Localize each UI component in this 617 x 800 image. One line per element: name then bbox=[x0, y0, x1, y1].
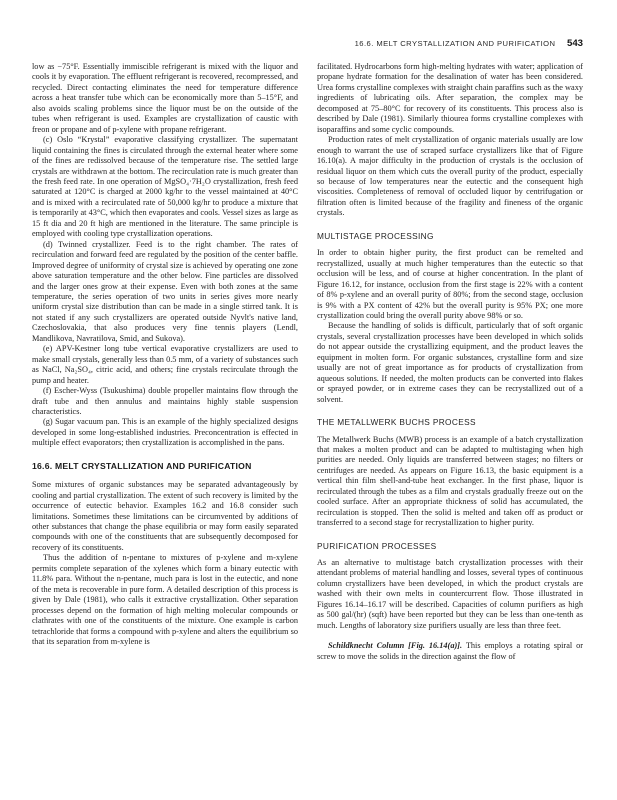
body-paragraph: Some mixtures of organic substances may be separated advantageously by cooling and partial crystallization. The extent of such recovery is limited by the occurrence of eutectic behavior. Examples 16.2 and 16.8 consider such limitations. Sometimes these limitations can be circumvented by additions of other substances that change the phase equilibria or may form easily separated compounds with one of the constituents that are subsequently decomposed for recovery of its constituents. bbox=[32, 480, 298, 552]
body-paragraph: Production rates of melt crystallization of organic materials usually are low enough to warrant the use of scraped surface crystallizers like that of Figure 16.10(a). A major difficulty in the production of crystals is the occlusion of residual liquor on them which cuts the overall purity of the product, especially so because of low temperatures near the eutectic and the consequent high viscosities. Completeness of removal of occluded liquor by centrifugation or filtration often is limited because of the fragility and fineness of the organic crystals. bbox=[317, 135, 583, 218]
schildknecht-text: This employs a rotating spiral or screw to move the solids in the direction against the flow of bbox=[317, 641, 583, 661]
body-paragraph: (c) Oslo “Krystal” evaporative classifying crystallizer. The supernatant liquid containing the fines is circulated through the external heater where some of the fines are redissolved because of the temperature rise. The settled large crystals are withdrawn at the bottom. The recirculation rate is much greater than the fresh feed rate. In one operation of MgSO₄·7H₂O crystallization, fresh feed saturated at 120°C is charged at 2000 kg/hr to the vessel maintained at 40°C and is mixed with a recirculated rate of 50,000 kg/hr to produce a mixture that is temporarily at 43°C, which then evaporates and cools. Vessel sizes as large as 15 ft dia and 20 ft high are mentioned in the literature. The same principle is employed with cooling type crystallization operations. bbox=[32, 135, 298, 239]
body-paragraph: (e) APV-Kestner long tube vertical evaporative crystallizers are used to make small crystals, generally less than 0.5 mm, of a variety of substances such as NaCl, Na₂SO₄, citric acid, and others; fine crystals recirculate through the pump and heater. bbox=[32, 344, 298, 385]
schildknecht-lead: Schildknecht Column [Fig. 16.14(a)]. bbox=[328, 641, 463, 651]
section-heading: 16.6. MELT CRYSTALLIZATION AND PURIFICATION bbox=[32, 460, 252, 471]
body-paragraph: low as −75°F. Essentially immiscible refrigerant is mixed with the liquor and cools it by evaporation. The effluent refrigerant is recovered, recompressed, and recycled. Direct contacting eliminates the need for temperature difference across a heat transfer tube which can be economically more than 5–15°F, and also avoids scaling problems since the liquor must be on the outside of the tubes when refrigerant is used. Examples are crystallization of caustic with freon or propane and of p-xylene with propane refrigerant. bbox=[32, 62, 298, 134]
right-column bbox=[317, 62, 583, 662]
subsection-heading-purification: PURIFICATION PROCESSES bbox=[317, 540, 437, 551]
body-paragraph: As an alternative to multistage batch crystallization processes with their attendant problems of material handling and losses, several types of continuous column crystallizers have been developed, in which the product crystals are washed with their own melts in countercurrent flow. Those illustrated in Figures 16.14–16.17 will be described. Capacities of column purifiers as high as 500 gal/(hr) (sqft) have been reported but they can be less than one-tenth as much. Lengths of laboratory size purifiers usually are less than three feet. bbox=[317, 558, 583, 630]
body-paragraph: (f) Escher-Wyss (Tsukushima) double propeller maintains flow through the draft tube and then annulus and maintains highly stable suspension characteristics. bbox=[32, 386, 298, 416]
subsection-heading-metallwerk: THE METALLWERK BUCHS PROCESS bbox=[317, 417, 476, 428]
body-paragraph: (d) Twinned crystallizer. Feed is to the right chamber. The rates of recirculation and forward feed are regulated by the position of the center baffle. Improved degree of uniformity of crystal size is achieved by operating one zone above saturation temperature and the other below. Fine particles are dissolved and the larger ones grow at their expense. Even with both zones at the same temperature, the series operation of two units in series gives more nearly uniform crystal size distribution than can be made in a single stirred tank. It is not stated if any such crystallizers are operated outside Nyvlt's native land, Czechoslovakia, that also produces very fine tennis players (Lendl, Mandlikova, Navratilova, Smid, and Sukova). bbox=[32, 239, 298, 343]
running-head: 16.6. MELT CRYSTALLIZATION AND PURIFICATION bbox=[354, 39, 556, 48]
schildknecht-paragraph bbox=[317, 641, 583, 662]
left-column bbox=[32, 62, 298, 662]
body-paragraph: (g) Sugar vacuum pan. This is an example of the highly specialized designs developed in some long-established industries. Preconcentration is effected in multiple effect evaporators; then crystallization is accomplished in the pans. bbox=[32, 417, 298, 448]
page-header bbox=[0, 38, 617, 49]
body-paragraph: Thus the addition of n-pentane to mixtures of p-xylene and m-xylene permits complete separation of the xylenes which form a binary eutectic with 11.8% para. Without the n-pentane, much para is lost in the eutectic, and none of the meta is recoverable in pure form. A detailed description of this process is given by Dale (1981), who calls it extractive crystallization. Other separation processes depend on the formation of high melting molecular compounds or clathrates with one of the constituents of the mixture. One example is carbon tetrachloride that forms a compound with p-xylene and alters the equilibrium so that its separation from m-xylene is bbox=[32, 553, 298, 647]
body-paragraph: In order to obtain higher purity, the first product can be remelted and recrystallized, usually at much higher temperatures than the eutectic so that occlusion will be less, and of course at higher concentration. In the plant of Figure 16.12, for instance, occlusion from the first stage is 22% with a content of 8% p-xylene and an overall purity of 80%; from the second stage, occlusion is 9% with a PX content of 42% but the overall purity is 95% PX; one more crystallization could bring the overall purity above 98% or so. bbox=[317, 248, 583, 320]
body-paragraph: Because the handling of solids is difficult, particularly that of soft organic crystals, several crystallization processes have been developed in which solids do not appear outside the crystallizing equipment, and the product leaves the equipment in molten form. For organic substances, crystalline form and size usually are not of great importance as for products of crystallization from aqueous solutions. If needed, the molten products can be converted into flakes or sprayed powder, or in extreme cases they can be recrystallized out of a solvent. bbox=[317, 321, 583, 404]
subsection-heading-multistage: MULTISTAGE PROCESSING bbox=[317, 230, 434, 241]
body-paragraph: facilitated. Hydrocarbons form high-melting hydrates with water; application of propane hydrate formation for the desalination of water has been considered. Urea forms crystalline complexes with straight chain paraffins such as the waxy ingredients of lubricating oils. After separation, the complex may be decomposed at 75–80°C for recovery of its constituents. This process also is described by Dale (1981). Similarly thiourea forms crystalline complexes with isoparaffins and some cyclic compounds. bbox=[317, 62, 583, 134]
body-paragraph: The Metallwerk Buchs (MWB) process is an example of a batch crystallization that makes a molten product and can be adapted to multistaging when high purities are needed. Only liquids are transferred between stages; no filters or centrifuges are needed. As appears on Figure 16.13, the basic equipment is a vertical thin film shell-and-tube heat exchanger. In the first phase, liquor is recirculated through the tubes as a film and crystals gradually freeze out on the cooled surface. After an appropriate thickness of solid has accumulated, the recirculation is stopped. Then the solid is melted and taken off as product or transferred to a second stage for recrystallization to higher purity. bbox=[317, 434, 583, 528]
page-number: 543 bbox=[566, 38, 583, 49]
two-column-body bbox=[0, 62, 617, 662]
